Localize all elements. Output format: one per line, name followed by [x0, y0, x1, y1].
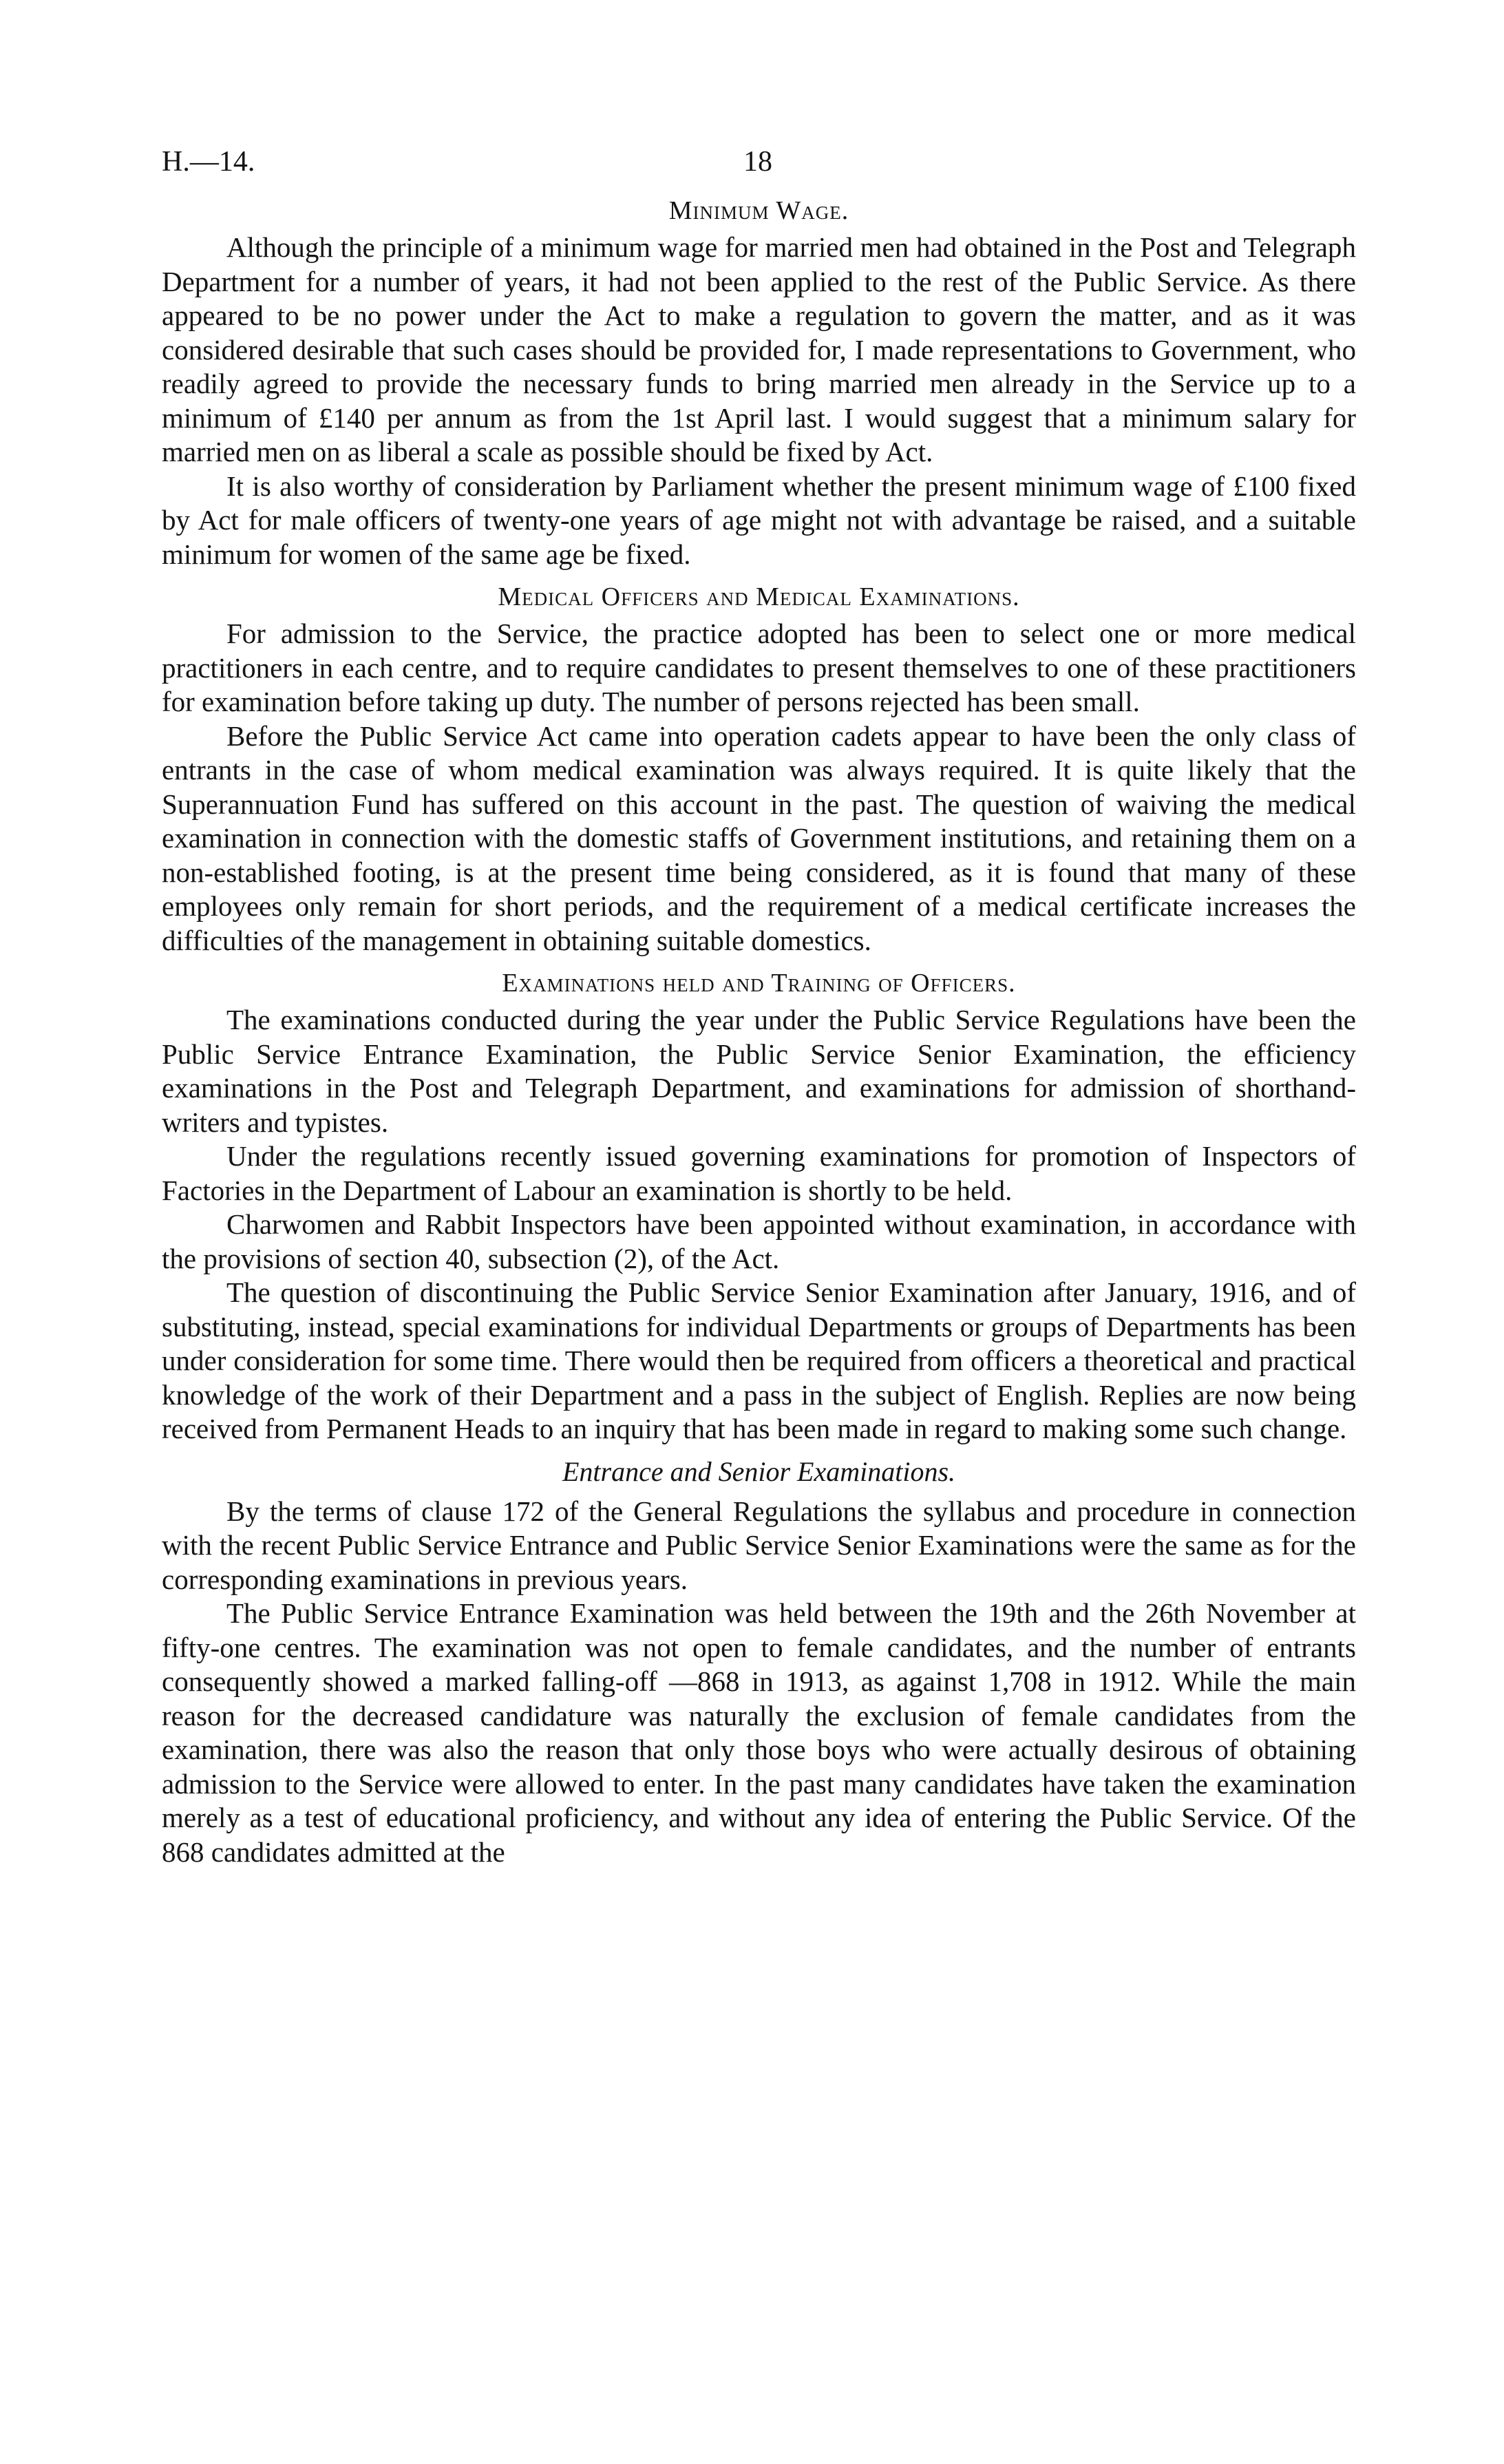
subsection-heading: Entrance and Senior Examinations. [562, 1455, 956, 1487]
paragraph: Under the regulations recently issued governing examinations for promotion of Inspectors of Factories in the Department of Labour an examination is shortly to be held. [162, 1140, 1356, 1206]
document-page [162, 141, 1356, 1869]
paragraph: The question of discontinuing the Public Service Senior Examination after January, 1916, and of substituting, instead, special examinations for individual Departments or groups of Departments has been under consideration for some time. There would then be required from officers a theoretical and practical knowledge of the work of their Department and a pass in the subject of English. Replies are now being received from Permanent Heads to an inquiry that has been made in regard to making some such change. [162, 1276, 1356, 1444]
paragraph: Although the principle of a minimum wage for married men had obtained in the Post and Telegraph Department for a number of years, it had not been applied to the rest of the Public Service. As there appeared to be no power under the Act to make a regulation to govern the matter, and as it was considered desirable that such cases should be provided for, I made representations to Government, who readily agreed to provide the necessary funds to bring married men already in the Service up to a minimum of £140 per annum as from the 1st April last. I would suggest that a minimum salary for married men on as liberal a scale as possible should be fixed by Act. [162, 231, 1356, 467]
paragraph: It is also worthy of consideration by Parliament whether the present minimum wage of £100 fixed by Act for male officers of twenty-one years of age might not with advantage be raised, and a suitable minimum for women of the same age be fixed. [162, 470, 1356, 570]
section-heading: Minimum Wage. [668, 196, 849, 225]
paragraph: The examinations conducted during the year under the Public Service Regulations have been the Public Service Entrance Examination, the Public Service Senior Examination, the efficiency examinations in the Post and Telegraph Department, and examinations for admission of shorthand-writers and typistes. [162, 1004, 1356, 1138]
section-examinations [162, 965, 1356, 1446]
page-number: 18 [743, 146, 772, 178]
section-medical [162, 578, 1356, 958]
paragraph: Before the Public Service Act came into operation cadets appear to have been the only class of entrants in the case of whom medical examination was always required. It is quite likely that the Superannuation Fund has suffered on this account in the past. The question of waiving the medical examination in connection with the domestic staffs of Government institutions, and retaining them on a non-established footing, is at the present time being considered, as it is found that many of these employees only remain for short periods, and the requirement of a medical certificate increases the difficulties of the management in obtaining suitable domestics. [162, 719, 1356, 956]
page-header [162, 141, 1356, 182]
section-heading: Medical Officers and Medical Examinations. [498, 582, 1020, 611]
document-reference: H.—14. [162, 146, 255, 178]
section-entrance-senior [162, 1453, 1356, 1870]
paragraph: By the terms of clause 172 of the General Regulations the syllabus and procedure in connection with the recent Public Service Entrance and Public Service Senior Examinations were the same as for the corresponding examinations in previous years. [162, 1495, 1356, 1595]
paragraph: Charwomen and Rabbit Inspectors have been appointed without examination, in accordance with the provisions of section 40, subsection (2), of the Act. [162, 1208, 1356, 1274]
paragraph: The Public Service Entrance Examination was held between the 19th and the 26th November at fifty-one centres. The examination was not open to female candidates, and the number of entrants consequently showed a marked falling-off —868 in 1913, as against 1,708 in 1912. While the main reason for the decreased candidature was naturally the exclusion of female candidates from the examination, there was also the reason that only those boys who were actually desirous of obtaining admission to the Service were allowed to enter. In the past many candidates have taken the examination merely as a test of educational proficiency, and without any idea of entering the Public Service. Of the 868 candidates admitted at the [162, 1597, 1356, 1868]
paragraph: For admission to the Service, the practice adopted has been to select one or more medical practitioners in each centre, and to require candidates to present themselves to one of these practitioners for examination before taking up duty. The number of persons rejected has been small. [162, 618, 1356, 717]
section-heading: Examinations held and Training of Officers. [502, 969, 1016, 998]
section-minimum-wage [162, 192, 1356, 571]
